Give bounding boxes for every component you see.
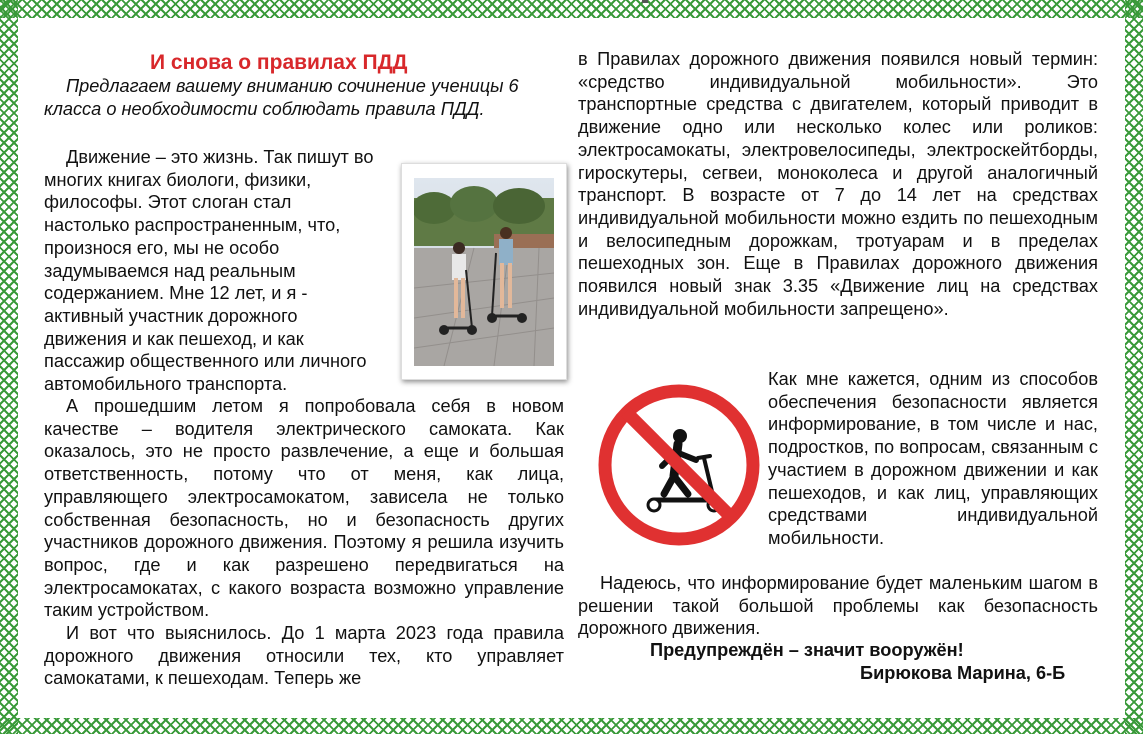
article-title: И снова о правилах ПДД: [150, 51, 408, 74]
decorative-border-bottom: [0, 718, 1143, 734]
paragraph-6: [578, 572, 1098, 640]
paragraph-2-text: А прошедшим летом я попробовала себя в новом качестве – водителя электрического самоката. Как оказалось, это не просто развлечение, а еще и большая ответственность, потому что от меня, как лица, управляющего электросамокатом, зависела не только собственная безопасность, но и безопасность других участников дорожного движения. Поэтому я решила изучить вопрос, где и как разрешено передвигаться на электросамокатах, с какого возраста возможно управление таким устройством.: [44, 396, 564, 621]
closing-slogan: Предупреждён – значит вооружён!: [650, 640, 964, 660]
paragraph-2-and-3: [44, 395, 564, 690]
photo-frame: [401, 163, 567, 380]
paragraph-4: [578, 48, 1098, 320]
page-mark: [642, 0, 648, 3]
paragraph-5: [768, 368, 1098, 550]
paragraph-6-text: Надеюсь, что информирование будет маленьким шагом в решении такой большой проблемы как безопасность дорожного движения.: [578, 573, 1098, 639]
article-intro: [44, 75, 544, 120]
paragraph-1-text: Движение – это жизнь. Так пишут во многих книгах биологи, физики, философы. Этот слоган стал настолько распространенным, что, произнося его, мы не особо задумываемся над реальным содержанием. Мне 12 лет, и я - активный участник дорожного движения и как пешеход, и как пассажир общественного или личного автомобильного транспорта.: [44, 147, 374, 395]
article-author: Бирюкова Марина, 6-Б: [860, 663, 1066, 683]
paragraph-5-text: Как мне кажется, одним из способов обеспечения безопасности является информирование, в том числе и нас, подростков, по вопросам, связанным с участием в дорожном движении и как пешеходов, и как лиц, управляющих средствами индивидуальной мобильности.: [768, 369, 1098, 548]
prohibition-sign-icon: [598, 384, 760, 546]
intro-text: Предлагаем вашему вниманию сочинение ученицы 6 класса о необходимости соблюдать правила ПДД.: [44, 76, 519, 119]
decorative-border-left: [0, 0, 18, 734]
scooter-photo: [414, 178, 554, 366]
paragraph-3-text: И вот что выяснилось. До 1 марта 2023 года правила дорожного движения относили тех, кто управляет самокатами, к пешеходам. Теперь же: [44, 623, 564, 689]
decorative-border-right: [1125, 0, 1143, 734]
paragraph-4-text: в Правилах дорожного движения появился новый термин: «средство индивидуальной мобильности». Это транспортные средства с двигателем, который приводит в движение одно или несколько колес или роликов: электросамокаты, электровелосипеды, электроскейтборды, гироскутеры, сегвеи, моноколеса и другой аналогичный транспорт. В возрасте от 7 до 14 лет на средствах индивидуальной мобильности можно ездить по пешеходным и велосипедным дорожкам, тротуарам и в пределах пешеходных зон. Еще в Правилах дорожного движения появился новый знак 3.35 «Движение лиц на средствах индивидуальной мобильности запрещено».: [578, 49, 1098, 319]
decorative-border-top: [0, 0, 1143, 18]
paragraph-1: [44, 146, 378, 396]
